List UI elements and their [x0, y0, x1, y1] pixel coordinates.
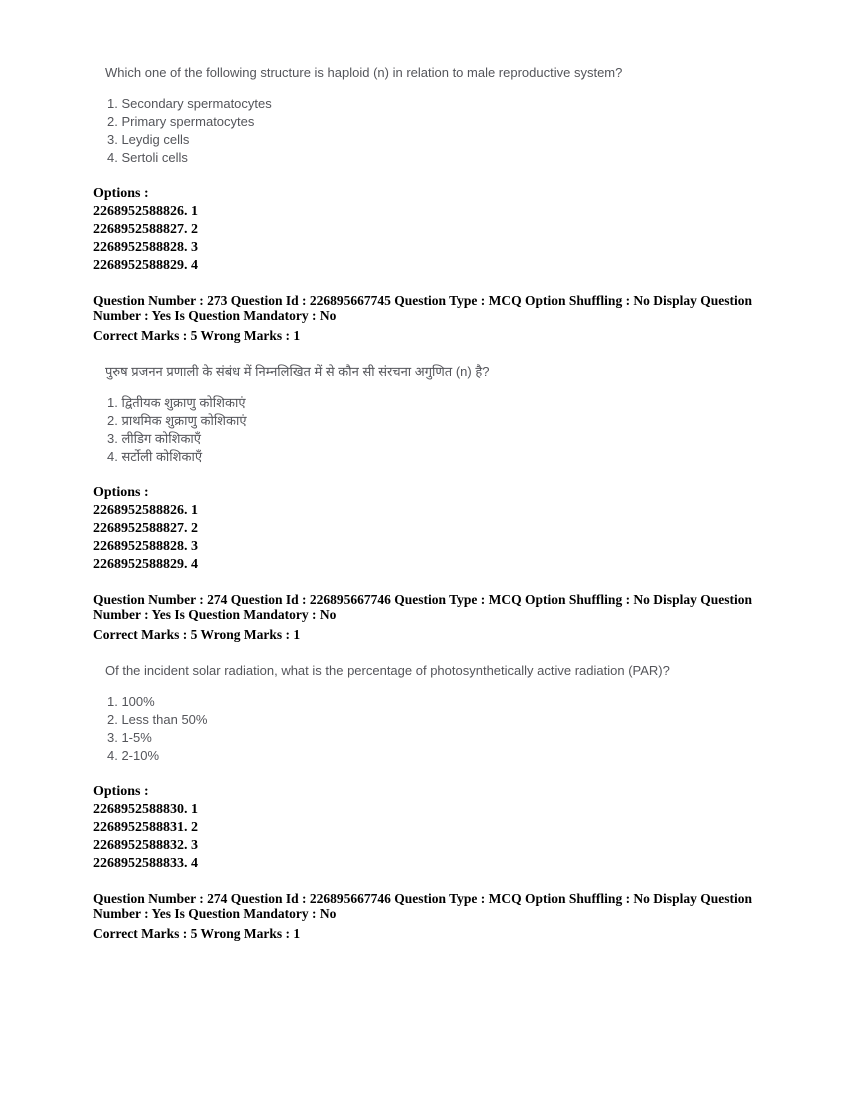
- option-id: 2268952588830. 1: [93, 802, 198, 817]
- choice-item: 4. सर्टोली कोशिकाएँ: [107, 449, 203, 464]
- option-id: 2268952588833. 4: [93, 856, 198, 871]
- marks-line: Correct Marks : 5 Wrong Marks : 1: [93, 328, 301, 343]
- question-block-274-en: [93, 662, 780, 941]
- option-id: 2268952588829. 4: [93, 557, 198, 572]
- option-id: 2268952588827. 2: [93, 222, 198, 237]
- choice-list: [107, 693, 780, 765]
- options-label: Options :: [93, 485, 149, 500]
- question-block-274-hi: [93, 363, 780, 642]
- question-meta-line: Question Number : 274 Question Id : 226895667746 Question Type : MCQ Option Shuffling : No Display Question Number : Yes Is Question Mandatory : No: [93, 592, 752, 622]
- option-id: 2268952588832. 3: [93, 838, 198, 853]
- option-id-list: [93, 203, 780, 275]
- option-id-list: [93, 801, 780, 873]
- option-id: 2268952588829. 4: [93, 258, 198, 273]
- options-label: Options :: [93, 784, 149, 799]
- options-label: Options :: [93, 186, 149, 201]
- choice-list: [107, 95, 780, 167]
- choice-list: [107, 394, 780, 466]
- option-id: 2268952588831. 2: [93, 820, 198, 835]
- question-meta-line: Question Number : 274 Question Id : 226895667746 Question Type : MCQ Option Shuffling : No Display Question Number : Yes Is Question Mandatory : No: [93, 891, 752, 921]
- choice-item: 1. Secondary spermatocytes: [107, 96, 272, 111]
- marks-line: Correct Marks : 5 Wrong Marks : 1: [93, 627, 301, 642]
- option-id: 2268952588828. 3: [93, 539, 198, 554]
- option-id: 2268952588826. 1: [93, 204, 198, 219]
- choice-item: 1. 100%: [107, 694, 155, 709]
- question-meta-line: Question Number : 273 Question Id : 226895667745 Question Type : MCQ Option Shuffling : No Display Question Number : Yes Is Question Mandatory : No: [93, 293, 752, 323]
- choice-item: 3. लीडिग कोशिकाएँ: [107, 431, 201, 446]
- choice-item: 4. 2-10%: [107, 748, 160, 763]
- choice-item: 1. द्वितीयक शुक्राणु कोशिकाएं: [107, 395, 246, 410]
- question-text: Of the incident solar radiation, what is the percentage of photosynthetically active radiation (PAR)?: [105, 663, 670, 678]
- option-id: 2268952588827. 2: [93, 521, 198, 536]
- option-id-list: [93, 502, 780, 574]
- choice-item: 4. Sertoli cells: [107, 150, 188, 165]
- choice-item: 2. Primary spermatocytes: [107, 114, 255, 129]
- choice-item: 3. Leydig cells: [107, 132, 190, 147]
- option-id: 2268952588826. 1: [93, 503, 198, 518]
- choice-item: 2. Less than 50%: [107, 712, 208, 727]
- choice-item: 2. प्राथमिक शुक्राणु कोशिकाएं: [107, 413, 247, 428]
- choice-item: 3. 1-5%: [107, 730, 152, 745]
- question-block-273-en: [93, 64, 780, 343]
- question-text: Which one of the following structure is haploid (n) in relation to male reproductive system?: [105, 65, 623, 80]
- marks-line: Correct Marks : 5 Wrong Marks : 1: [93, 926, 301, 941]
- question-text: पुरुष प्रजनन प्रणाली के संबंध में निम्नलिखित में से कौन सी संरचना अगुणित (n) है?: [105, 364, 490, 379]
- option-id: 2268952588828. 3: [93, 240, 198, 255]
